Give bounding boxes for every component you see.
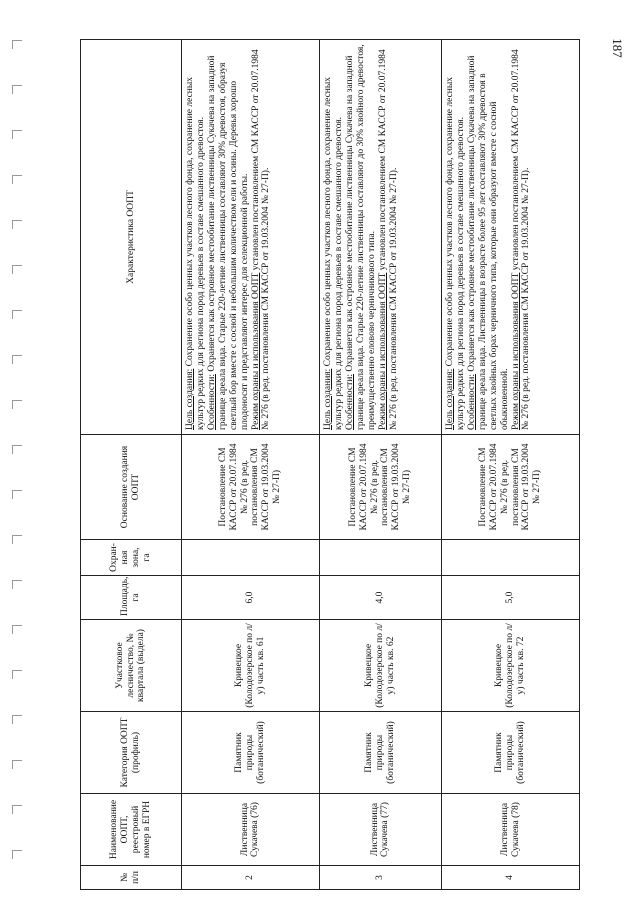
row-basis: Постановление СМ КАССР от 20.07.1984 № 276 (в ред. постановления СМ КАССР от 19.03.2004 № 27-П) bbox=[442, 435, 580, 540]
row-num: 4 bbox=[442, 866, 580, 890]
header-basis: Основание создания ООПТ bbox=[81, 435, 182, 540]
row-buffer bbox=[182, 540, 320, 576]
binding-mark bbox=[12, 535, 22, 536]
table-row bbox=[319, 40, 441, 890]
row-category: Памятник природы (ботанический) bbox=[442, 712, 580, 794]
binding-mark bbox=[12, 130, 22, 131]
feature-label: Особенности: bbox=[206, 374, 217, 430]
row-name: Лиственница Сукачева (76) bbox=[182, 794, 320, 866]
table-row bbox=[442, 40, 580, 890]
regime-text: установлен постановлением СМ КАССР от 20.07.1984 № 276 (в ред. постановления СМ КАССР от 19.03.2004 № 27-П). bbox=[250, 49, 272, 430]
row-characteristics bbox=[182, 40, 320, 435]
row-forestry: Кривецкое (Колодозерское по л/у) часть кв. 61 bbox=[182, 620, 320, 712]
feature-text: Охраняется как островное местообитание лиственницы Сукачева на западной границе ареала вида. Старые 220-летние лиственницы составляют до 30% хвойного древостоя, преимущественно еловово черничникового типа. bbox=[344, 44, 377, 430]
binding-mark bbox=[12, 265, 22, 266]
goal-label: Цель создания: bbox=[322, 368, 333, 430]
oopt-table bbox=[80, 39, 580, 890]
binding-mark bbox=[12, 445, 22, 446]
header-characteristics: Характеристика ООПТ bbox=[81, 40, 182, 435]
binding-mark bbox=[12, 355, 22, 356]
rotated-table-frame bbox=[80, 40, 580, 890]
binding-mark bbox=[12, 220, 22, 221]
goal-label: Цель создания: bbox=[445, 368, 455, 430]
binding-mark bbox=[12, 175, 22, 176]
row-area: 5,0 bbox=[442, 576, 580, 620]
row-forestry: Кривецкое (Колодозерское по л/у) часть кв. 62 bbox=[319, 620, 441, 712]
binding-mark bbox=[12, 760, 22, 761]
page-number: 187 bbox=[609, 38, 625, 58]
table-row bbox=[182, 40, 320, 890]
goal-text: Сохранение особо ценных участков лесного фонда, сохранение лесных культур редких для региона пород деревьев в составе смешанного древостоя. bbox=[185, 76, 206, 430]
binding-mark bbox=[12, 85, 22, 86]
row-category: Памятник природы (ботанический) bbox=[319, 712, 441, 794]
header-forestry: Участковое лесничество, № квартала (выдела) bbox=[81, 620, 182, 712]
row-category: Памятник природы (ботанический) bbox=[182, 712, 320, 794]
binding-mark bbox=[12, 850, 22, 851]
row-characteristics bbox=[442, 40, 580, 435]
row-area: 4,0 bbox=[319, 576, 441, 620]
row-buffer bbox=[319, 540, 441, 576]
row-num: 3 bbox=[319, 866, 441, 890]
header-name: Наименование ООПТ, реестровый номер в ЕГРН bbox=[81, 794, 182, 866]
binding-mark bbox=[12, 715, 22, 716]
table-header-row bbox=[81, 40, 182, 890]
regime-label: Режим охраны и использования ООПТ bbox=[377, 272, 388, 430]
binding-mark bbox=[12, 805, 22, 806]
goal-text: Сохранение особо ценных участков лесного фонда, сохранение лесных культур редких для региона пород деревьев в составе смешанного древостоя. bbox=[322, 76, 344, 430]
header-area: Площадь, га bbox=[81, 576, 182, 620]
binding-mark bbox=[12, 490, 22, 491]
row-basis: Постановление СМ КАССР от 20.07.1984 № 276 (в ред. постановления СМ КАССР от 19.03.2004 № 27-П) bbox=[319, 435, 441, 540]
binding-mark bbox=[12, 580, 22, 581]
goal-label: Цель создания: bbox=[185, 368, 195, 430]
regime-text: установлен постановлением СМ КАССР от 20.07.1984 № 276 (в ред. постановления СМ КАССР от 19.03.2004 № 27-П). bbox=[377, 49, 399, 430]
goal-text: Сохранение особо ценных участков лесного фонда, сохранение лесных культур редких для региона пород деревьев в составе смешанного древостоя. bbox=[445, 76, 466, 430]
row-characteristics bbox=[319, 40, 441, 435]
rotated-content bbox=[80, 40, 580, 890]
feature-text: Охраняется как островное местообитание лиственницы Сукачева на западной границе ареала вида. Лиственницы в возрасте более 95 лет составляют 30% древостоя в светлых хвойных борах черничного типа, которые они образуют вместе с сосной обыкновенной. bbox=[466, 55, 510, 430]
row-name: Лиственница Сукачева (78) bbox=[442, 794, 580, 866]
binding-mark bbox=[12, 400, 22, 401]
binding-mark bbox=[12, 310, 22, 311]
row-name: Лиственница Сукачева (77) bbox=[319, 794, 441, 866]
feature-text: Охраняется как островное местообитание лиственницы Сукачева на западной границе ареала вида. Старые 220-летние лиственницы составляют 30% древостоя, образуя светлый бор вместе с сосной и небольшим количеством ели и осины. Деревья хорошо плодоносят и представляют интерес для селекционной работы. bbox=[206, 55, 250, 430]
header-buffer: Охран-ная зона, га bbox=[81, 540, 182, 576]
regime-label: Режим охраны и использования ООПТ bbox=[250, 272, 261, 430]
binding-mark bbox=[12, 670, 22, 671]
header-category: Категория ООПТ (профиль) bbox=[81, 712, 182, 794]
regime-text: установлен постановлением СМ КАССР от 20.07.1984 № 276 (в ред. постановления СМ КАССР от 19.03.2004 № 27-П). bbox=[510, 49, 532, 430]
header-num: № п/п bbox=[81, 866, 182, 890]
binding-mark bbox=[12, 40, 22, 41]
row-area: 6,0 bbox=[182, 576, 320, 620]
regime-label: Режим охраны и использования ООПТ bbox=[510, 272, 521, 430]
row-basis: Постановление СМ КАССР от 20.07.1984 № 276 (в ред. постановления СМ КАССР от 19.03.2004 № 27-П) bbox=[182, 435, 320, 540]
row-num: 2 bbox=[182, 866, 320, 890]
row-forestry: Кривецкое (Колодозерское по л/у) часть кв. 72 bbox=[442, 620, 580, 712]
feature-label: Особенности: bbox=[344, 374, 355, 430]
binding-mark bbox=[12, 625, 22, 626]
feature-label: Особенности: bbox=[466, 374, 477, 430]
row-buffer bbox=[442, 540, 580, 576]
